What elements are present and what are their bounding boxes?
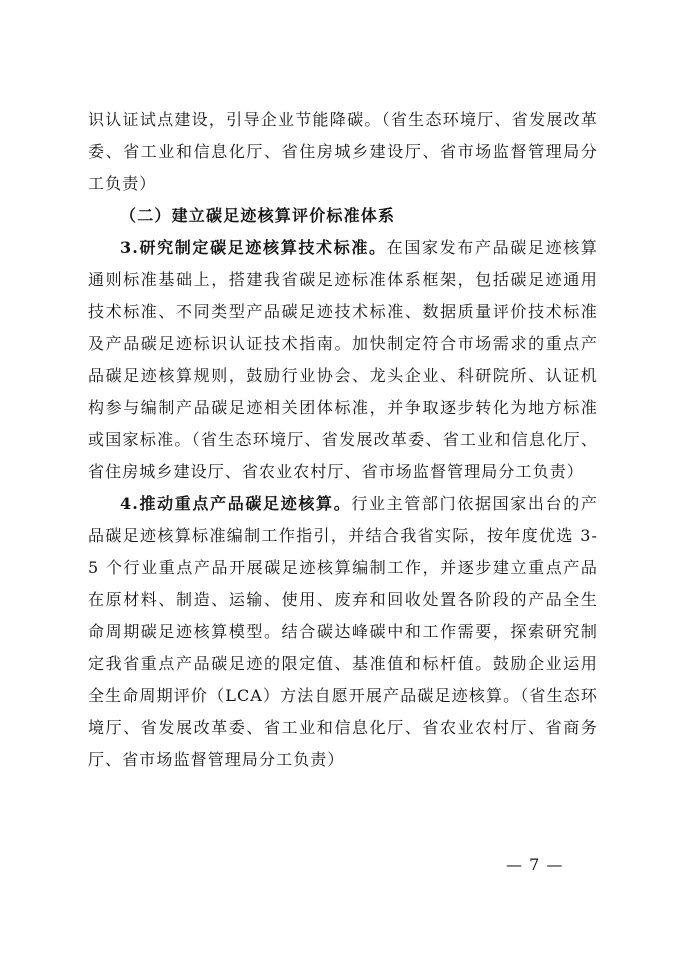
document-body: [88, 104, 598, 776]
item-3-paragraph: [88, 232, 598, 488]
section-heading: （二）建立碳足迹核算评价标准体系: [120, 206, 396, 225]
paragraph-continuation: 识认证试点建设，引导企业节能降碳。（省生态环境厅、省发展改革委、省工业和信息化厅、省住房城乡建设厅、省市场监督管理局分工负责）: [88, 110, 598, 193]
item-4-title: 4.推动重点产品碳足迹核算。: [120, 494, 352, 513]
item-4-body: 行业主管部门依据国家出台的产品碳足迹核算标准编制工作指引，并结合我省实际，按年度优选 3-5 个行业重点产品开展碳足迹核算编制工作，并逐步建立重点产品在原材料、制造、运输、使用、废弃和回收处置各阶段的产品全生命周期碳足迹核算模型。结合碳达峰碳中和工作需要，探索研究制定我省重点产品碳足迹的限定值、基准值和标杆值。鼓励企业运用全生命周期评价（LCA）方法自愿开展产品碳足迹核算。（省生态环境厅、省发展改革委、省工业和信息化厅、省农业农村厅、省商务厅、省市场监督管理局分工负责）: [88, 494, 599, 769]
item-3-title: 3.研究制定碳足迹核算技术标准。: [120, 238, 387, 257]
page-number: — 7 —: [506, 855, 564, 874]
item-3-body: 在国家发布产品碳足迹核算通则标准基础上，搭建我省碳足迹标准体系框架，包括碳足迹通用技术标准、不同类型产品碳足迹技术标准、数据质量评价技术标准及产品碳足迹标识认证技术指南。加快制定符合市场需求的重点产品碳足迹核算规则，鼓励行业协会、龙头企业、科研院所、认证机构参与编制产品碳足迹相关团体标准，并争取逐步转化为地方标准或国家标准。（省生态环境厅、省发展改革委、省工业和信息化厅、省住房城乡建设厅、省农业农村厅、省市场监督管理局分工负责）: [88, 238, 599, 481]
item-4-paragraph: [88, 488, 598, 776]
